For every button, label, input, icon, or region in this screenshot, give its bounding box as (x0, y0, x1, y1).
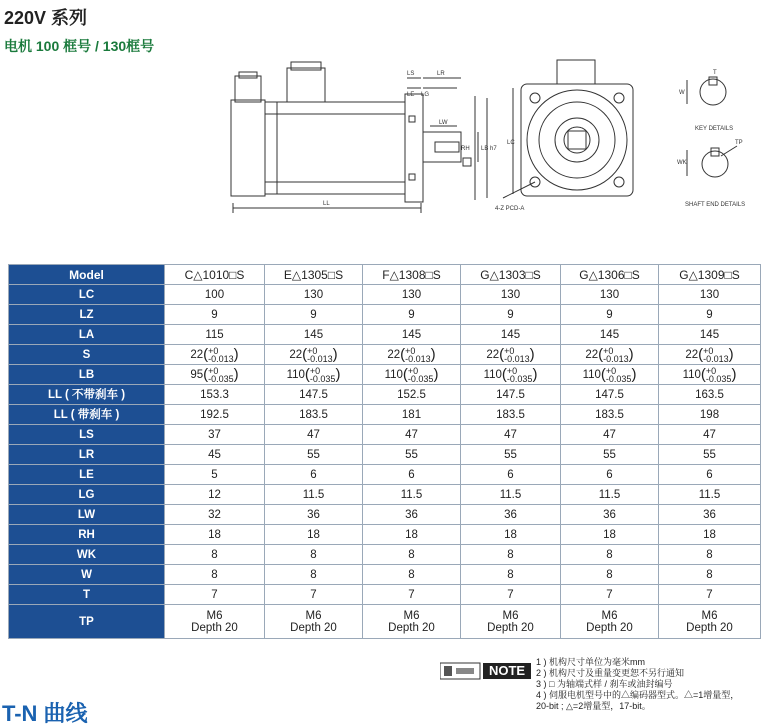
cell-line: Depth 20 (388, 621, 435, 634)
table-cell: 36 (659, 505, 761, 525)
row-header: LZ (9, 305, 165, 325)
nominal-value: 22 (685, 348, 699, 361)
table-cell: 5 (165, 465, 265, 485)
dim-ls: LS (407, 71, 415, 77)
table-cell: 8 (461, 565, 561, 585)
dim-rh: RH (461, 146, 470, 152)
table-cell: 145 (461, 325, 561, 345)
dim-w: W (679, 90, 685, 96)
upper-tolerance: +0 (506, 365, 518, 376)
row-header: LL ( 带刹车 ) (9, 405, 165, 425)
table-cell: 6 (265, 465, 363, 485)
table-cell: 7 (363, 585, 461, 605)
table-cell: 9 (561, 305, 659, 325)
table-cell: 8 (165, 565, 265, 585)
table-cell: 153.3 (165, 385, 265, 405)
nominal-value: 95 (190, 368, 204, 381)
column-header: G△1309□S (659, 265, 761, 285)
table-cell: 192.5 (165, 405, 265, 425)
table-cell: 181 (363, 405, 461, 425)
row-header: LB (9, 365, 165, 385)
table-cell: 47 (363, 425, 461, 445)
upper-tolerance: +0 (309, 365, 321, 376)
column-header: E△1305□S (265, 265, 363, 285)
power-connector (287, 68, 325, 102)
page-title: 220V 系列 (4, 8, 88, 28)
nominal-value: 22 (585, 348, 599, 361)
table-cell: 8 (363, 545, 461, 565)
dim-wk: WK (677, 160, 687, 166)
cell-line: Depth 20 (191, 621, 238, 634)
upper-tolerance: +0 (705, 365, 717, 376)
note-list (536, 657, 739, 712)
nominal-value: 22 (486, 348, 500, 361)
table-row (9, 585, 761, 605)
table-cell: 7 (461, 585, 561, 605)
table-cell: 18 (561, 525, 659, 545)
column-header: G△1303□S (461, 265, 561, 285)
motor-body (265, 102, 405, 194)
dim-tp: TP (735, 140, 743, 146)
dim-lr: LR (437, 71, 445, 77)
lower-tolerance: -0.013 (504, 353, 530, 364)
table-row (9, 565, 761, 585)
table-cell: 8 (561, 545, 659, 565)
table-cell: 8 (165, 545, 265, 565)
note-label: NOTE (483, 663, 531, 679)
table-cell: 8 (363, 565, 461, 585)
motor-flange (405, 94, 423, 202)
upper-tolerance: +0 (603, 345, 614, 356)
table-cell: 55 (265, 445, 363, 465)
note-item: 4 ) 伺服电机型号中的△编码器型式。△=1增量型， (536, 690, 740, 700)
lower-tolerance: -0.013 (603, 353, 629, 364)
table-cell: 18 (363, 525, 461, 545)
table-cell: 36 (363, 505, 461, 525)
table-cell: 145 (363, 325, 461, 345)
nominal-value: 110 (483, 368, 502, 381)
lower-tolerance: -0.035 (208, 373, 234, 384)
nominal-value: 22 (387, 348, 401, 361)
table-cell: 55 (659, 445, 761, 465)
table-cell: 12 (165, 485, 265, 505)
cell-line: M6 (305, 609, 322, 622)
table-cell: 7 (561, 585, 659, 605)
table-cell: 11.5 (363, 485, 461, 505)
row-header: LG (9, 485, 165, 505)
row-header: S (9, 345, 165, 365)
table-cell: 147.5 (561, 385, 659, 405)
row-header: LE (9, 465, 165, 485)
table-cell (461, 605, 561, 639)
row-header: LR (9, 445, 165, 465)
lower-tolerance: -0.035 (705, 373, 732, 384)
table-cell: 100 (165, 285, 265, 305)
table-row (9, 325, 761, 345)
table-cell: 47 (659, 425, 761, 445)
table-cell: 22( +0 -0.013 ) (165, 345, 265, 365)
row-header: TP (9, 605, 165, 639)
table-cell: 11.5 (265, 485, 363, 505)
upper-tolerance: +0 (504, 345, 515, 356)
table-cell: 22( +0 -0.013 ) (265, 345, 363, 365)
table-cell: 110( +0 -0.035 ) (561, 365, 659, 385)
table-row (9, 405, 761, 425)
table-cell: 8 (265, 565, 363, 585)
cell-line: Depth 20 (487, 621, 534, 634)
dim-lb: LB h7 (481, 146, 497, 152)
table-row (9, 505, 761, 525)
cell-line: Depth 20 (290, 621, 337, 634)
note-item: 3 ) □ 为轴端式样 / 刹车或油封编号 (536, 679, 673, 689)
table-cell: 8 (265, 545, 363, 565)
table-cell: 55 (561, 445, 659, 465)
motor-shaft (423, 132, 461, 162)
table-cell: 18 (165, 525, 265, 545)
row-header: LW (9, 505, 165, 525)
column-header: F△1308□S (363, 265, 461, 285)
table-cell: 22( +0 -0.013 ) (363, 345, 461, 365)
table-cell (561, 605, 659, 639)
key-details-caption: KEY DETAILS (695, 126, 734, 132)
table-row (9, 465, 761, 485)
row-header: T (9, 585, 165, 605)
table-cell: 110( +0 -0.035 ) (363, 365, 461, 385)
cell-line: Depth 20 (586, 621, 633, 634)
table-row (9, 285, 761, 305)
upper-tolerance: +0 (307, 345, 318, 356)
lower-tolerance: -0.035 (506, 373, 533, 384)
table-cell: 9 (461, 305, 561, 325)
table-cell: 47 (265, 425, 363, 445)
table-cell: 6 (561, 465, 659, 485)
table-row (9, 385, 761, 405)
table-cell: 95( +0 -0.035 ) (165, 365, 265, 385)
table-cell: 18 (265, 525, 363, 545)
dim-lc: LC (507, 140, 515, 146)
nominal-value: 110 (582, 368, 601, 381)
cell-line: M6 (206, 609, 223, 622)
table-cell (265, 605, 363, 639)
upper-tolerance: +0 (703, 345, 714, 356)
table-row (9, 485, 761, 505)
table-cell: 9 (265, 305, 363, 325)
table-cell: 163.5 (659, 385, 761, 405)
table-row (9, 345, 761, 365)
table-cell: 110( +0 -0.035 ) (265, 365, 363, 385)
cell-line: M6 (403, 609, 420, 622)
flange-front-view (521, 84, 633, 196)
dim-ll: LL (323, 201, 330, 207)
table-cell: 145 (659, 325, 761, 345)
table-cell: 115 (165, 325, 265, 345)
table-row (9, 365, 761, 385)
nominal-value: 110 (384, 368, 403, 381)
dim-lw: LW (439, 120, 448, 126)
table-cell: 110( +0 -0.035 ) (659, 365, 761, 385)
cell-line: M6 (701, 609, 718, 622)
table-cell: 130 (561, 285, 659, 305)
lower-tolerance: -0.035 (407, 373, 434, 384)
upper-tolerance: +0 (605, 365, 617, 376)
cell-line: M6 (502, 609, 519, 622)
table-cell: 145 (561, 325, 659, 345)
dim-t: T (713, 70, 717, 76)
table-row (9, 525, 761, 545)
row-header: LS (9, 425, 165, 445)
nominal-value: 22 (190, 348, 204, 361)
table-cell: 183.5 (461, 405, 561, 425)
table-cell: 7 (659, 585, 761, 605)
table-cell: 11.5 (561, 485, 659, 505)
table-cell: 9 (165, 305, 265, 325)
table-cell (165, 605, 265, 639)
encoder-connector (235, 76, 261, 102)
note-item: 2 ) 机构尺寸及重量变更恕不另行通知 (536, 668, 685, 678)
nominal-value: 110 (286, 368, 305, 381)
table-cell: 147.5 (461, 385, 561, 405)
row-header: WK (9, 545, 165, 565)
cell-line: M6 (601, 609, 618, 622)
table-cell: 36 (461, 505, 561, 525)
table-cell: 130 (265, 285, 363, 305)
lower-tolerance: -0.013 (208, 353, 234, 364)
table-cell: 11.5 (461, 485, 561, 505)
table-cell: 7 (165, 585, 265, 605)
lower-tolerance: -0.013 (307, 353, 333, 364)
row-header: LL ( 不带刹车 ) (9, 385, 165, 405)
table-cell: 145 (265, 325, 363, 345)
table-cell: 130 (461, 285, 561, 305)
row-header: RH (9, 525, 165, 545)
column-header: G△1306□S (561, 265, 659, 285)
dim-lg: LG (421, 92, 430, 98)
table-cell: 8 (561, 565, 659, 585)
upper-tolerance: +0 (407, 365, 419, 376)
note-item: 20-bit ; △=2增量型，17-bit。 (536, 701, 651, 711)
upper-tolerance: +0 (405, 345, 416, 356)
table-cell: 32 (165, 505, 265, 525)
dim-le: LE (407, 92, 415, 98)
page-subtitle: 电机 100 框号 / 130框号 (4, 38, 155, 54)
table-cell: 8 (461, 545, 561, 565)
lower-tolerance: -0.035 (605, 373, 632, 384)
table-cell: 110( +0 -0.035 ) (461, 365, 561, 385)
table-cell: 183.5 (265, 405, 363, 425)
nominal-value: 110 (682, 368, 701, 381)
cell-line: Depth 20 (686, 621, 733, 634)
table-cell (659, 605, 761, 639)
table-cell: 9 (363, 305, 461, 325)
table-cell: 198 (659, 405, 761, 425)
table-cell: 9 (659, 305, 761, 325)
table-row (9, 605, 761, 639)
upper-tolerance: +0 (208, 345, 219, 356)
table-header-model: Model (9, 265, 165, 285)
motor-rear-cover (231, 100, 265, 196)
row-header: LC (9, 285, 165, 305)
lower-tolerance: -0.013 (703, 353, 729, 364)
table-cell: 55 (363, 445, 461, 465)
table-cell: 36 (265, 505, 363, 525)
table-cell: 22( +0 -0.013 ) (659, 345, 761, 365)
table-cell: 6 (363, 465, 461, 485)
upper-tolerance: +0 (208, 365, 219, 376)
table-cell: 152.5 (363, 385, 461, 405)
section-title: T-N 曲线 (2, 701, 88, 726)
table-cell: 55 (461, 445, 561, 465)
lower-tolerance: -0.013 (405, 353, 431, 364)
table-cell: 8 (659, 565, 761, 585)
motor-dimension-drawing (225, 58, 763, 263)
row-header: W (9, 565, 165, 585)
table-cell: 36 (561, 505, 659, 525)
table-cell: 18 (659, 525, 761, 545)
table-cell: 183.5 (561, 405, 659, 425)
table-row (9, 545, 761, 565)
column-header: C△1010□S (165, 265, 265, 285)
table-cell: 37 (165, 425, 265, 445)
table-cell: 47 (561, 425, 659, 445)
table-cell: 8 (659, 545, 761, 565)
table-cell: 7 (265, 585, 363, 605)
note-item: 1 ) 机构尺寸单位为毫米mm (536, 657, 645, 667)
dimension-table (8, 264, 761, 639)
table-cell: 22( +0 -0.013 ) (461, 345, 561, 365)
table-cell: 130 (363, 285, 461, 305)
table-cell: 18 (461, 525, 561, 545)
table-cell: 147.5 (265, 385, 363, 405)
table-cell: 47 (461, 425, 561, 445)
table-cell: 130 (659, 285, 761, 305)
table-cell: 45 (165, 445, 265, 465)
table-cell: 6 (461, 465, 561, 485)
row-header: LA (9, 325, 165, 345)
nominal-value: 22 (289, 348, 303, 361)
shaft-end-caption: SHAFT END DETAILS (685, 202, 746, 208)
dim-pcd: 4-Z PCD-A (495, 206, 525, 212)
table-cell: 22( +0 -0.013 ) (561, 345, 659, 365)
table-cell (363, 605, 461, 639)
table-row (9, 445, 761, 465)
table-cell: 11.5 (659, 485, 761, 505)
table-row (9, 305, 761, 325)
lower-tolerance: -0.035 (309, 373, 336, 384)
table-cell: 6 (659, 465, 761, 485)
table-row (9, 425, 761, 445)
